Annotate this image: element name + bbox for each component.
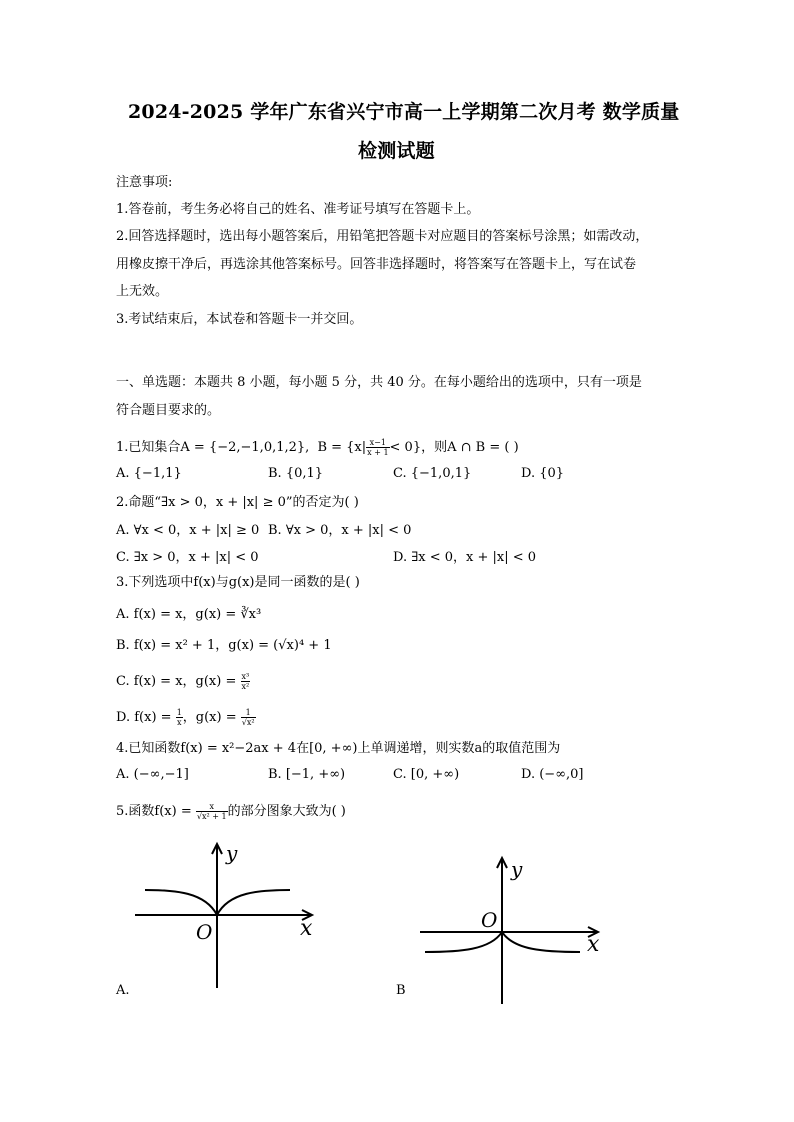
q3-d-num2: 1 <box>241 708 256 718</box>
q3-option-d[interactable] <box>116 706 256 727</box>
q5-option-b-label[interactable]: B <box>396 983 406 998</box>
q3-c-num: x³ <box>241 672 250 681</box>
graph-a-x-label: x <box>300 916 313 941</box>
q1-expr: A ∩ B = ( ) <box>447 440 519 455</box>
q3-option-d-fraction-1 <box>176 708 183 727</box>
q3-d-den2: √x² <box>241 718 255 727</box>
graph-b-x-label: x <box>587 932 600 957</box>
q1-set-a: A = {−2,−1,0,1,2}, <box>180 440 310 455</box>
q5-graph-a <box>130 838 330 998</box>
q5-fraction <box>196 802 228 821</box>
q1-set-b: B = {x| <box>317 440 367 455</box>
q1-mid: ，则 <box>421 440 448 455</box>
note-2-line2: 用橡皮擦干净后，再选涂其他答案标号。回答非选择题时，将答案写在答题卡上，写在试卷 <box>116 257 637 272</box>
page-title-line2: 检测试题 <box>358 140 435 162</box>
question-4-stem: 4.已知函数f(x) = x²−2ax + 4在[0, +∞)上单调递增，则实数a的取值范围为 <box>116 741 561 756</box>
section-heading-line2: 符合题目要求的。 <box>116 403 221 418</box>
q4-option-d[interactable]: D. (−∞,0] <box>521 767 584 782</box>
q1-set-b-end: < 0} <box>389 440 422 455</box>
q3-option-b[interactable]: B. f(x) = x² + 1，g(x) = (√x)⁴ + 1 <box>116 638 332 653</box>
q3-c-den: x² <box>241 682 250 691</box>
q2-option-b[interactable]: B. ∀x > 0，x + |x| < 0 <box>268 523 412 538</box>
note-3: 3.考试结束后，本试卷和答题卡一并交回。 <box>116 312 363 327</box>
section-heading: 一、单选题：本题共 8 小题，每小题 5 分，共 40 分。在每小题给出的选项中，只有一项是 <box>116 375 642 390</box>
q5-suffix: 的部分图象大致为( ) <box>227 804 346 819</box>
q3-option-c-text: C. f(x) = x，g(x) = <box>116 674 237 689</box>
note-2-line3: 上无效。 <box>116 284 169 299</box>
notes-heading: 注意事项: <box>116 175 173 190</box>
q4-option-a[interactable]: A. (−∞,−1] <box>116 767 189 782</box>
q1-frac-num: x−1 <box>366 438 389 448</box>
question-1-stem <box>116 438 519 457</box>
q2-option-d[interactable]: D. ∃x < 0，x + |x| < 0 <box>393 550 537 565</box>
q3-option-d-mid: ，g(x) = <box>182 710 237 725</box>
question-5-stem <box>116 802 346 821</box>
q5-prefix: 5.函数f(x) = <box>116 804 192 819</box>
q1-option-c[interactable]: C. {−1,0,1} <box>393 466 472 481</box>
q3-option-d-text: D. f(x) = <box>116 710 172 725</box>
q5-graph-b <box>415 852 615 1012</box>
graph-a-origin: O <box>196 920 213 944</box>
q3-d-den1: x <box>176 718 182 727</box>
note-2-line1: 2.回答选择题时，选出每小题答案后，用铅笔把答题卡对应题目的答案标号涂黑；如需改动， <box>116 229 649 244</box>
question-2-stem: 2.命题“∃x > 0，x + |x| ≥ 0”的否定为( ) <box>116 495 359 510</box>
graph-b-y-label: y <box>511 857 523 881</box>
q3-option-c[interactable] <box>116 670 250 691</box>
q1-frac-den: x + 1 <box>367 448 389 457</box>
question-3-stem: 3.下列选项中f(x)与g(x)是同一函数的是( ) <box>116 575 360 590</box>
q1-option-a[interactable]: A. {−1,1} <box>116 466 182 481</box>
q3-option-c-fraction <box>241 672 251 691</box>
q2-option-a[interactable]: A. ∀x < 0，x + |x| ≥ 0 <box>116 523 260 538</box>
q1-fraction <box>366 438 389 457</box>
q5-option-a-label[interactable]: A. <box>116 983 130 998</box>
page-title: 2024-2025 学年广东省兴宁市高一上学期第二次月考 数学质量 <box>128 101 680 123</box>
graph-a-y-label: y <box>226 841 238 865</box>
q1-prefix: 1.已知集合 <box>116 440 181 455</box>
q5-frac-num: x <box>196 802 228 812</box>
q3-d-num1: 1 <box>176 708 182 717</box>
note-1: 1.答卷前，考生务必将自己的姓名、准考证号填写在答题卡上。 <box>116 202 480 217</box>
q5-frac-den: √x² + 1 <box>196 812 227 821</box>
q1-option-d[interactable]: D. {0} <box>521 466 565 481</box>
q2-option-c[interactable]: C. ∃x > 0，x + |x| < 0 <box>116 550 259 565</box>
q1-option-b[interactable]: B. {0,1} <box>268 466 324 481</box>
q4-option-b[interactable]: B. [−1, +∞) <box>268 767 346 782</box>
graph-b-origin: O <box>481 908 498 932</box>
q4-option-c[interactable]: C. [0, +∞) <box>393 767 460 782</box>
q3-option-a[interactable]: A. f(x) = x，g(x) = ∛x³ <box>116 607 262 622</box>
q3-option-d-fraction-2 <box>241 708 256 727</box>
